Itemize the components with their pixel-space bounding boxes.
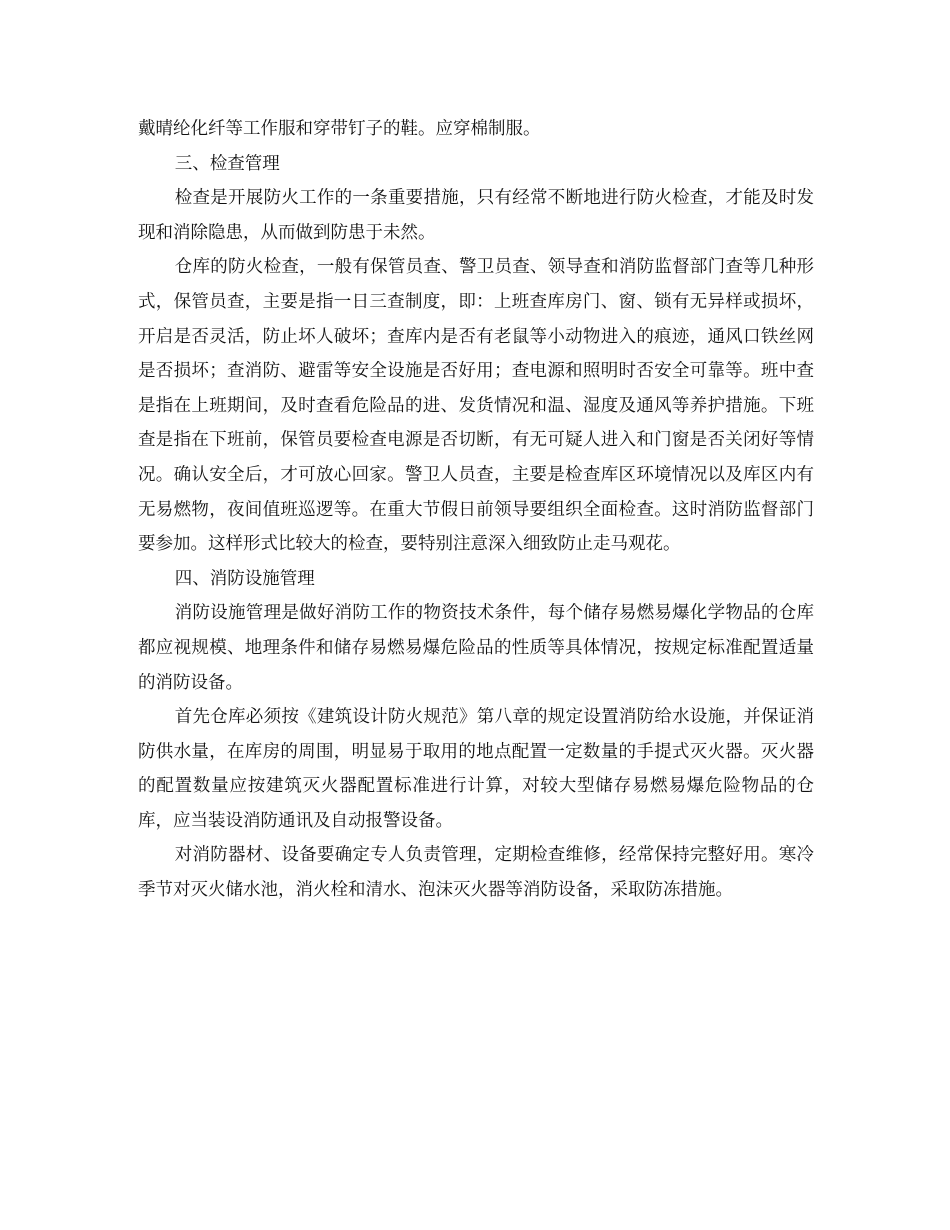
facilities-paragraph-1: 消防设施管理是做好消防工作的物资技术条件，每个储存易燃易爆化学物品的仓库都应视规模、地理条件和储存易燃易爆危险品的性质等具体情况，按规定标准配置适量的消防设备。 — [138, 603, 814, 693]
inspection-paragraph-1: 检查是开展防火工作的一条重要措施，只有经常不断地进行防火检查，才能及时发现和消除隐患，从而做到防患于未然。 — [138, 188, 814, 243]
continuation-paragraph: 戴晴纶化纤等工作服和穿带钉子的鞋。应穿棉制服。 — [138, 119, 541, 139]
facilities-paragraph-3: 对消防器材、设备要确定专人负责管理，定期检查维修，经常保持完整好用。寒冷季节对灭火储水池，消火栓和清水、泡沫灭火器等消防设备，采取防冻措施。 — [138, 845, 814, 901]
facilities-paragraph-2: 首先仓库必须按《建筑设计防火规范》第八章的规定设置消防给水设施，并保证消防供水量，在库房的周围，明显易于取用的地点配置一定数量的手提式灭火器。灭火器的配置数量应按建筑灭火器配置标准进行计算，对较大型储存易燃易爆危险物品的仓库，应当装设消防通讯及自动报警设备。 — [138, 707, 814, 831]
inspection-paragraph-2: 仓库的防火检查，一般有保管员查、警卫员查、领导查和消防监督部门查等几种形式，保管员查，主要是指一日三查制度，即：上班查库房门、窗、锁有无异样或损坏，开启是否灵活，防止坏人破坏；查库内是否有老鼠等小动物进入的痕迹，通风口铁丝网是否损坏；查消防、避雷等安全设施是否好用；查电源和照明时否安全可靠等。班中查是指在上班期间，及时查看危险品的进、发货情况和温、湿度及通风等养护措施。下班查是指在下班前，保管员要检查电源是否切断，有无可疑人进入和门窗是否关闭好等情况。确认安全后，才可放心回家。警卫人员查，主要是检查库区环境情况以及库区内有无易燃物，夜间值班巡逻等。在重大节假日前领导要组织全面检查。这时消防监督部门要参加。这样形式比较大的检查，要特别注意深入细致防止走马观花。 — [138, 257, 814, 555]
section-heading-fire-facilities: 四、消防设施管理 — [174, 568, 315, 589]
section-heading-inspection: 三、检查管理 — [174, 153, 280, 174]
document-page — [138, 112, 814, 908]
